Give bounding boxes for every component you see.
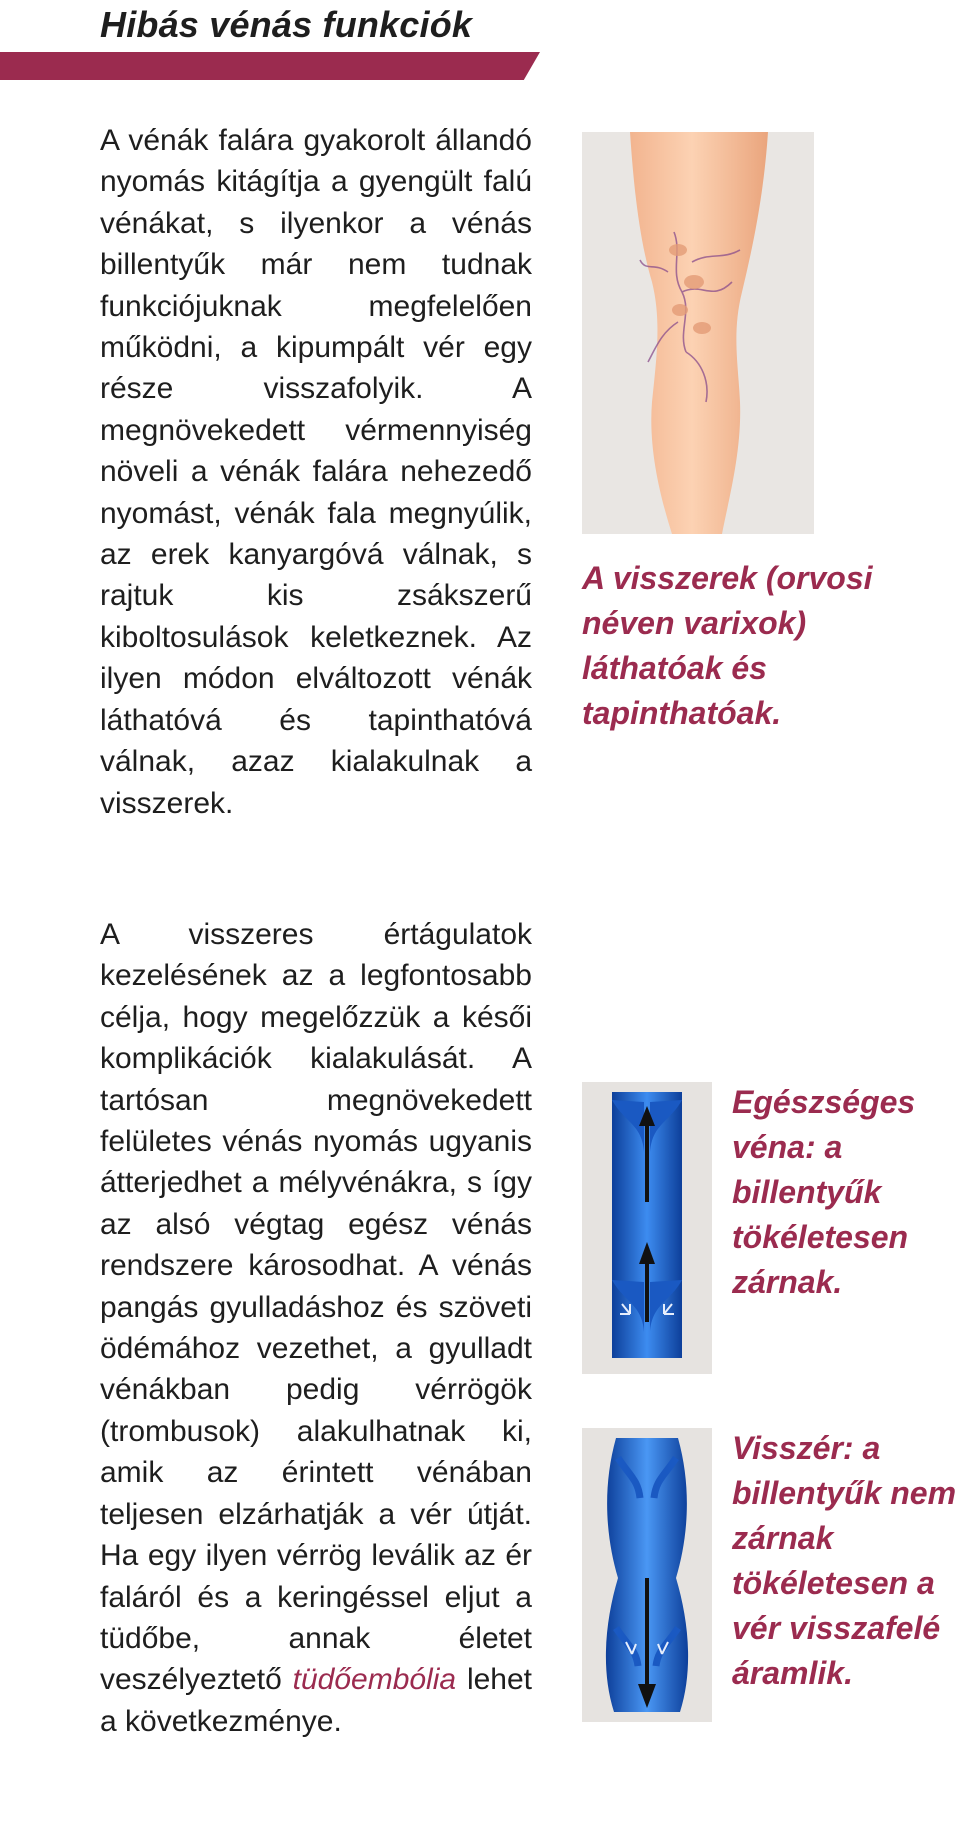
varicose-vein-illustration	[582, 1428, 712, 1722]
healthy-vein-caption: Egészséges véna: a billentyűk tökéletesen zárnak.	[732, 1084, 916, 1300]
page-title: Hibás vénás funkciók	[100, 4, 473, 45]
healthy-vein-illustration	[582, 1082, 712, 1374]
body-paragraph-2	[100, 914, 532, 1742]
title-underline-bar	[0, 52, 540, 80]
varicose-vein-caption: Visszér: a billentyűk nem zárnak tökéletesen a vér visszafelé áramlik.	[732, 1430, 957, 1691]
healthy-vein-image	[582, 1082, 712, 1374]
paragraph-2-text-start: A visszeres értágulatok kezelésének az a legfontosabb célja, hogy megelőzzük a késői komplikációk kialakulását. A tartósan megnövekedett felületes vénás nyomás ugyanis átterjedhet a mélyvénákra, s így az alsó végtag egész vénás rendszere károsodhat. A vénás pangás gyulladáshoz és szöveti ödémához vezethet, a gyulladt vénákban pedig vérrögök (trombusok) alakulhatnak ki, amik az érintett vénában teljesen elzárhatják a vér útját. Ha egy ilyen vérrög leválik az ér faláról és a keringéssel eljut a tüdőbe, annak életet veszélyeztető	[100, 918, 532, 1697]
varicose-leg-image	[582, 132, 814, 534]
highlighted-term-embolism: tüdőembólia	[292, 1663, 457, 1697]
leg-image-caption: A visszerek (orvosi néven varixok) láthatóak és tapinthatóak.	[582, 560, 873, 731]
body-paragraph-1: A vénák falára gyakorolt állandó nyomás kitágítja a gyengült falú vénákat, s ilyenkor a vénás billentyűk már nem tudnak funkciójuknak megfelelően működni, a kipumpált vér egy része visszafolyik. A megnövekedett vérmennyiség növeli a vénák falára nehezedő nyomást, vénák fala megnyúlik, az erek kanyargóvá válnak, s rajtuk kis zsákszerű kiboltosulások keletkeznek. Az ilyen módon elváltozott vénák láthatóvá és tapinthatóvá válnak, azaz kialakulnak a visszerek.	[100, 124, 532, 820]
paragraph-2-text-end: lehet a következménye.	[100, 1663, 532, 1738]
varicose-vein-image	[582, 1428, 712, 1722]
leg-illustration	[582, 132, 814, 534]
